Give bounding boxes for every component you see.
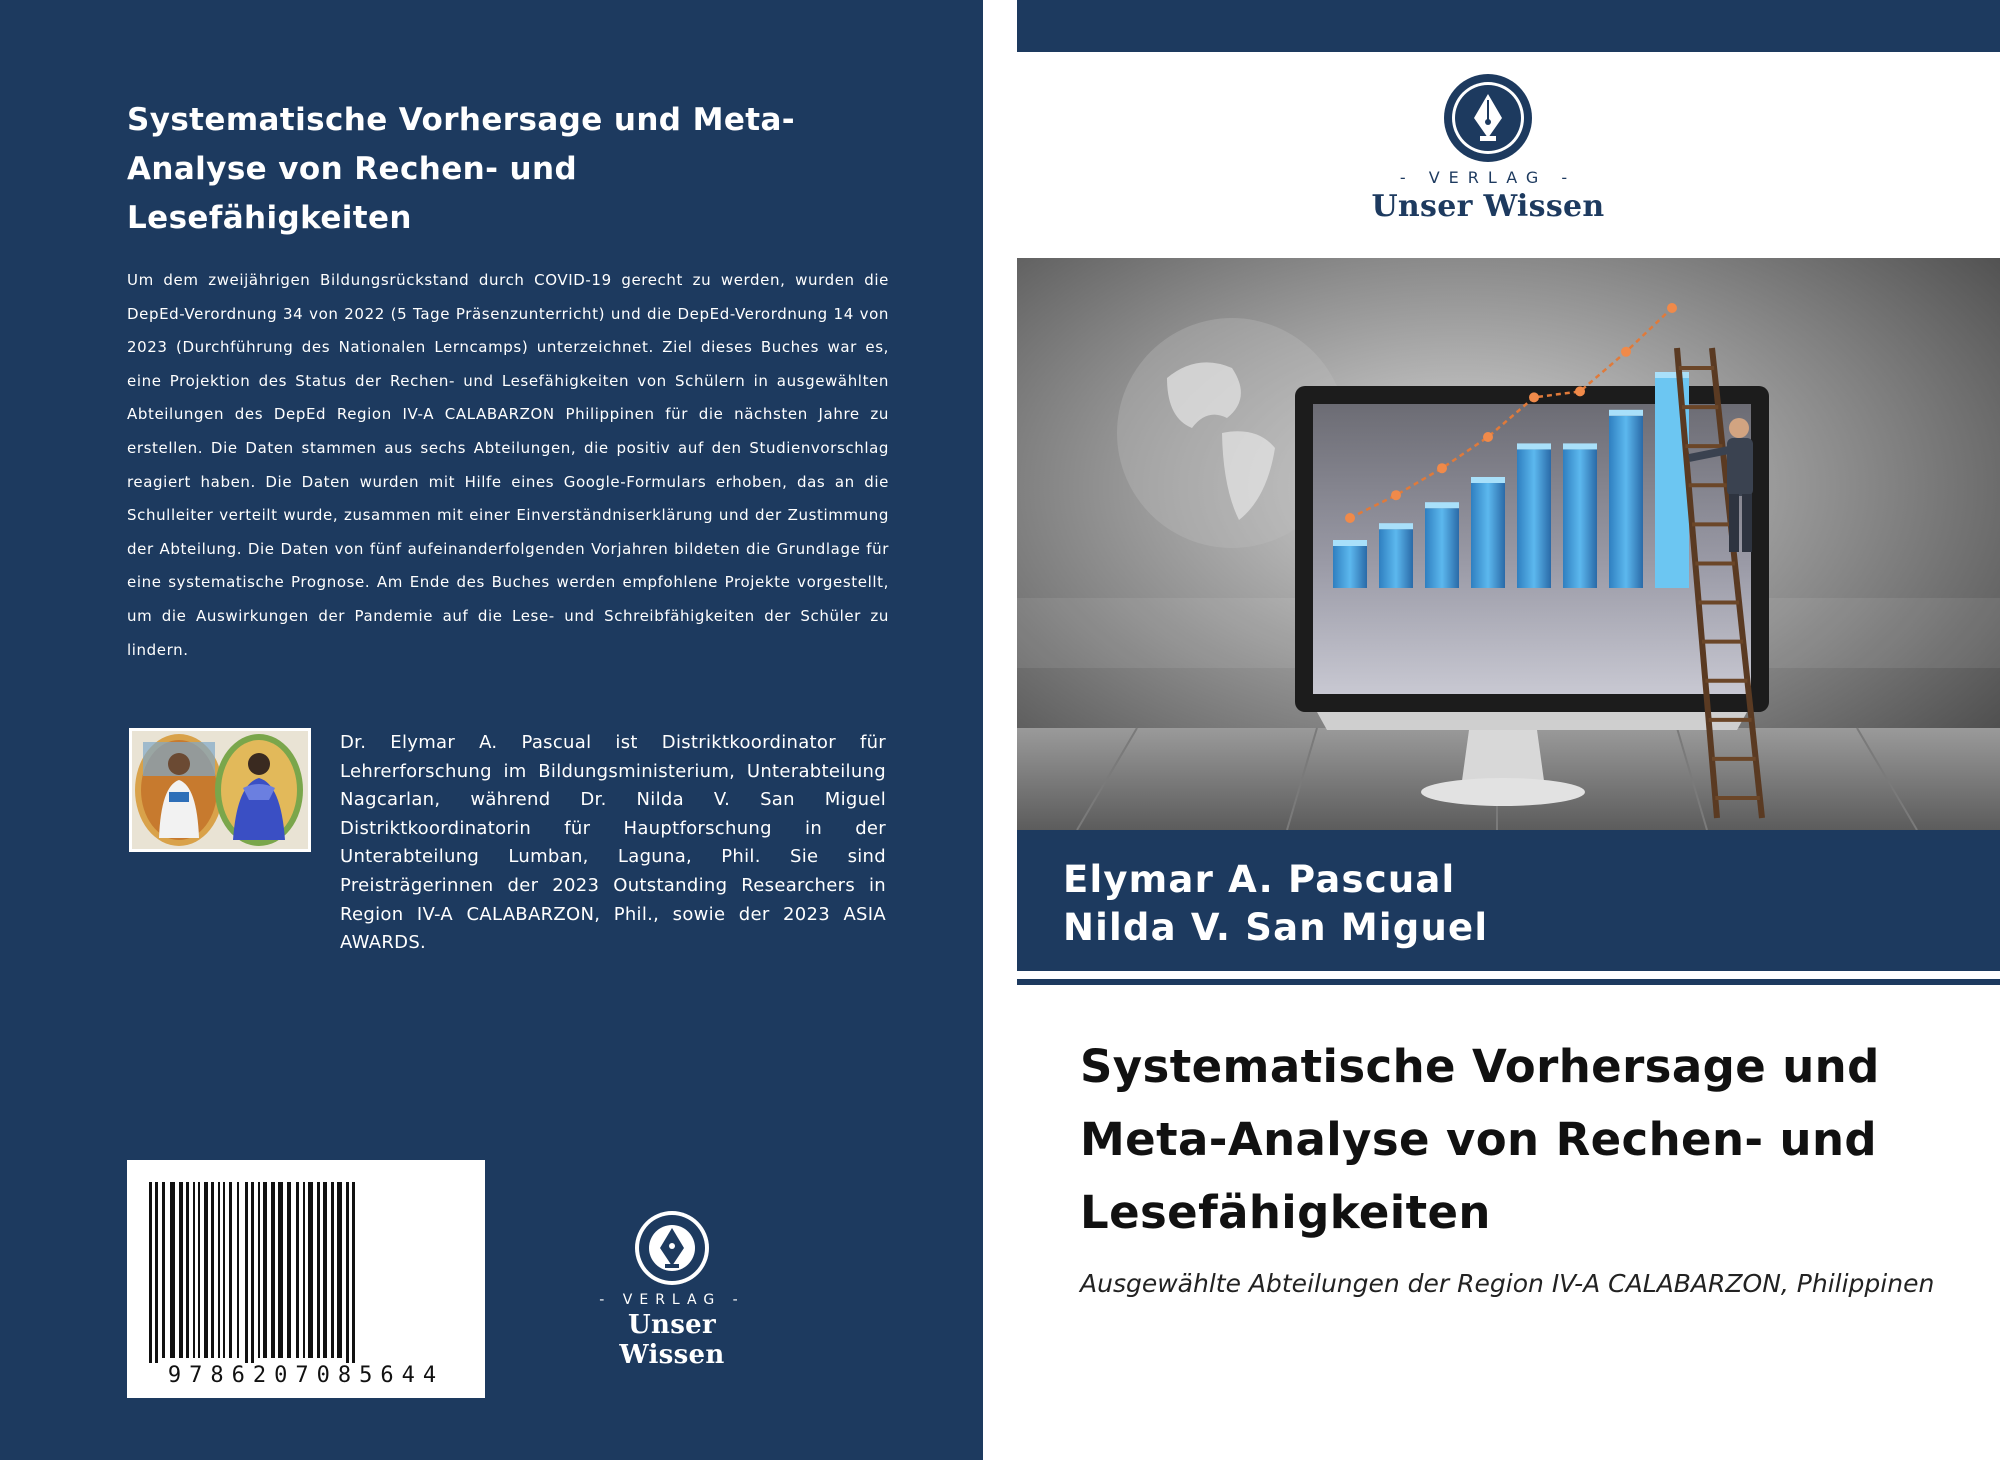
barcode-bar — [149, 1182, 152, 1368]
cover-chart-bar — [1517, 449, 1551, 588]
cover-chart-bar — [1471, 483, 1505, 588]
cover-trend-point — [1345, 513, 1355, 523]
front-cover — [983, 0, 2000, 1460]
cover-trend-point — [1529, 392, 1539, 402]
barcode-bar — [170, 1182, 175, 1358]
barcode-bar — [162, 1182, 165, 1358]
barcode-bar — [287, 1182, 291, 1358]
author-photo — [129, 728, 311, 852]
front-publisher-logo — [1348, 72, 1628, 224]
barcode-bar — [296, 1182, 299, 1358]
cover-trend-point — [1483, 432, 1493, 442]
isbn-barcode — [127, 1160, 485, 1398]
divider-rule — [1017, 979, 2000, 985]
barcode-bar — [346, 1182, 349, 1368]
back-logo-name: Unser Wissen — [619, 1310, 725, 1370]
barcode-bar — [223, 1182, 225, 1358]
barcode-bar — [278, 1182, 283, 1358]
back-publisher-logo — [572, 1208, 772, 1370]
cover-chart-bar-top — [1563, 443, 1597, 449]
barcode-bar — [193, 1182, 195, 1358]
barcode-bar — [204, 1182, 208, 1358]
barcode-bar — [258, 1182, 260, 1358]
front-cover-title: Systematische Vorhersage und Meta-Analyse von Rechen- und Lesefähigkeiten — [1080, 1040, 1880, 1239]
cover-trend-point — [1667, 303, 1677, 313]
barcode-bar — [308, 1182, 313, 1358]
cover-chart-bar-top — [1425, 502, 1459, 508]
front-logo-verlag: - VERLAG - — [1399, 168, 1577, 187]
cover-chart-bar-top — [1333, 540, 1367, 546]
cover-illustration-svg — [1017, 258, 2000, 830]
cover-chart-bar — [1333, 546, 1367, 588]
cover-trend-point — [1575, 386, 1585, 396]
barcode-bar — [263, 1182, 267, 1358]
barcode-bar — [352, 1182, 355, 1368]
cover-chart-bar-top — [1517, 443, 1551, 449]
publisher-seal-icon — [632, 1208, 712, 1288]
cover-chart-bar — [1379, 529, 1413, 588]
cover-chart-bar — [1563, 449, 1597, 588]
barcode-bar — [303, 1182, 305, 1358]
author-name-2: Nilda V. San Miguel — [1063, 906, 1489, 949]
barcode-bar — [229, 1182, 232, 1358]
barcode-bar — [323, 1182, 327, 1358]
barcode-bar — [317, 1182, 320, 1358]
cover-chart-bar — [1609, 416, 1643, 588]
author-name-1: Elymar A. Pascual — [1063, 858, 1456, 901]
barcode-bar — [245, 1182, 248, 1368]
cover-trend-point — [1437, 463, 1447, 473]
publisher-pen-icon — [1442, 72, 1534, 164]
author-bio: Dr. Elymar A. Pascual ist Distriktkoordinator für Lehrerforschung im Bildungsministerium, Unterabteilung Nagcarlan, während Dr. Nilda V. San Miguel Distriktkoordinatorin für Hauptforschung in der Unterabteilung Lumban, Laguna, Phil. Sie sind Preisträgerinnen der 2023 Outstanding Researchers in Region IV-A CALABARZON, Phil., sowie der 2023 ASIA AWARDS. — [340, 732, 886, 954]
back-cover-blurb: Um dem zweijährigen Bildungsrückstand durch COVID-19 gerecht zu werden, wurden die DepEd-Verordnung 34 von 2022 (5 Tage Präsenzunterricht) und die DepEd-Verordnung 14 von 2023 (Durchführung des Nationalen Lerncamps) unterzeichnet. Ziel dieses Buches war es, eine Projektion des Status der Rechen- und Lesefähigkeiten von Schülern in ausgewählten Abteilungen des DepEd Region IV-A CALABARZON Philippinen für die nächsten Jahre zu erstellen. Die Daten stammen aus sechs Abteilungen, die positiv auf den Studienvorschlag reagiert haben. Die Daten wurden mit Hilfe eines Google-Formulars erhoben, das an die Schulleiter verteilt wurde, zusammen mit einer Einverständniserklärung und der Zustimmung der Abteilung. Die Daten von fünf aufeinanderfolgenden Vorjahren bildeten die Grundlage für eine systematische Prognose. Am Ende des Buches werden empfohlene Projekte vorgestellt, um die Auswirkungen der Pandemie auf die Lese- und Schreibfähigkeiten der Schüler zu lindern. — [127, 271, 889, 659]
back-cover-title: Systematische Vorhersage und Meta-Analyse von Rechen- und Lesefähigkeiten — [127, 102, 796, 236]
cover-illustration — [1017, 258, 2000, 830]
barcode-bar — [186, 1182, 189, 1358]
front-cover-subtitle: Ausgewählte Abteilungen der Region IV-A CALABARZON, Philippinen — [1080, 1269, 1935, 1298]
back-logo-verlag: - VERLAG - — [599, 1292, 745, 1308]
cover-chart-bar-top — [1609, 410, 1643, 416]
barcode-bar — [179, 1182, 183, 1358]
barcode-bar — [198, 1182, 200, 1358]
barcode-bar — [251, 1182, 254, 1368]
isbn-number: 9786207085644 — [127, 1363, 485, 1388]
barcode-bar — [271, 1182, 275, 1358]
front-logo-name: Unser Wissen — [1371, 189, 1605, 224]
front-top-bar — [1017, 0, 2000, 52]
barcode-bar — [337, 1182, 342, 1358]
barcode-bar — [237, 1182, 239, 1358]
barcode-bar — [218, 1182, 220, 1358]
barcode-bar — [211, 1182, 214, 1358]
cover-trend-point — [1621, 347, 1631, 357]
cover-trend-point — [1391, 490, 1401, 500]
barcode-bar — [155, 1182, 158, 1368]
back-cover — [0, 0, 983, 1460]
cover-chart-bar-top — [1471, 477, 1505, 483]
authors-band — [1017, 830, 2000, 971]
cover-chart-bar — [1425, 508, 1459, 588]
cover-chart-bar-top — [1655, 372, 1689, 378]
barcode-bar — [331, 1182, 334, 1358]
cover-chart-bar-top — [1379, 523, 1413, 529]
